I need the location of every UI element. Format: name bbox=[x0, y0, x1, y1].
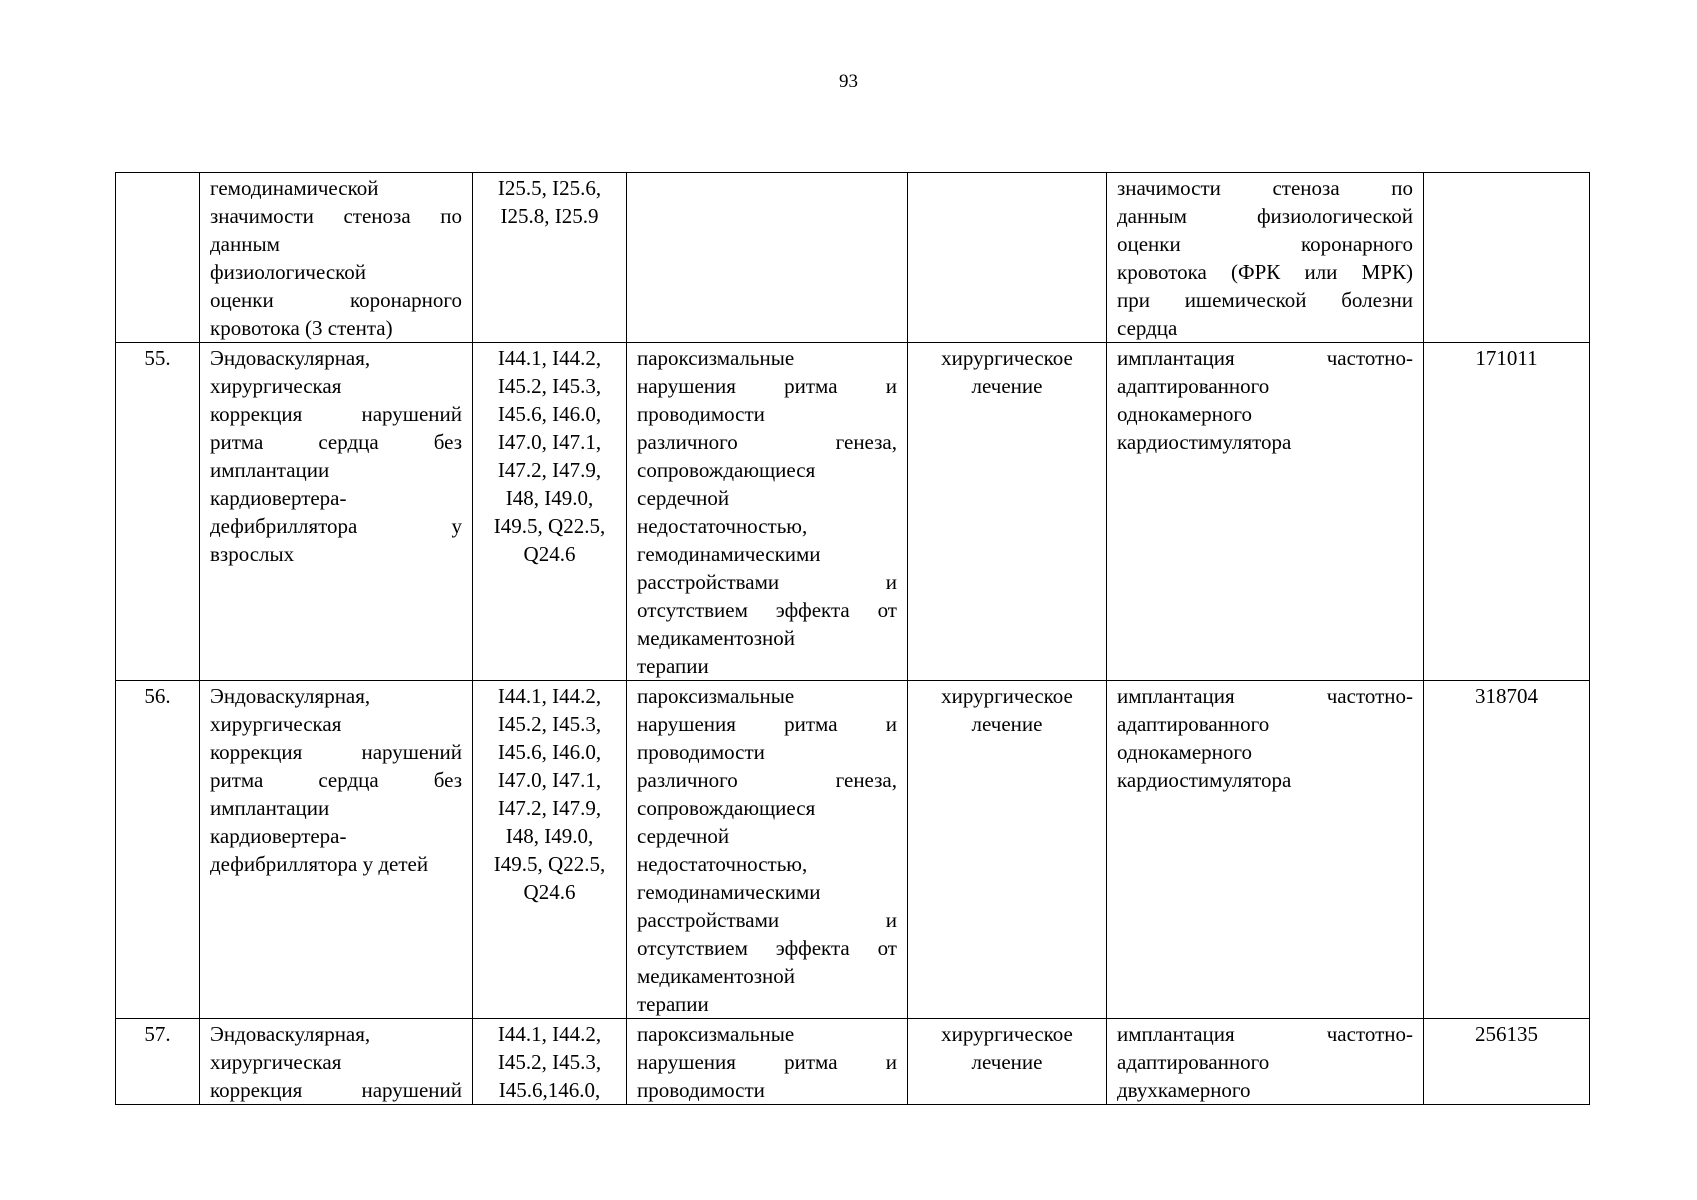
cell-line: медикаментозной bbox=[637, 626, 795, 650]
icd-codes-cell bbox=[473, 343, 627, 681]
word: ритма bbox=[784, 1050, 838, 1074]
cell-line: I44.1, I44.2, bbox=[497, 346, 602, 370]
cell-line: имплантации bbox=[210, 796, 330, 820]
cell-line: сердца bbox=[1117, 316, 1178, 340]
cell-line: терапии bbox=[637, 654, 709, 678]
row-number-cell bbox=[116, 173, 200, 343]
cell-line bbox=[1117, 230, 1413, 258]
cell-line bbox=[210, 286, 462, 314]
cell-line: кардиовертера- bbox=[210, 486, 347, 510]
word: МРК) bbox=[1361, 260, 1413, 284]
cell-line bbox=[637, 1048, 897, 1076]
care-type-cell bbox=[200, 343, 473, 681]
cell-line: I47.0, I47.1, bbox=[497, 768, 602, 792]
word: коронарного bbox=[1300, 232, 1413, 256]
treatment-method-cell bbox=[1107, 681, 1424, 1019]
cell-line: терапии bbox=[637, 992, 709, 1016]
cell-line: пароксизмальные bbox=[637, 346, 795, 370]
word: нарушения bbox=[637, 374, 736, 398]
word: значимости bbox=[1117, 176, 1221, 200]
cell-line bbox=[210, 512, 462, 540]
word: сердца bbox=[318, 768, 379, 792]
word: отсутствием bbox=[637, 598, 748, 622]
word: нарушения bbox=[637, 1050, 736, 1074]
cell-line: проводимости bbox=[637, 402, 765, 426]
cell-line: сердечной bbox=[637, 486, 730, 510]
cell-line bbox=[1117, 202, 1413, 230]
word: по bbox=[440, 204, 462, 228]
cell-line: I44.1, I44.2, bbox=[497, 1022, 602, 1046]
treatment-method-cell bbox=[1107, 1019, 1424, 1105]
word: без bbox=[433, 768, 462, 792]
cell-line: Q24.6 bbox=[523, 542, 576, 566]
word: и bbox=[885, 908, 897, 932]
cell-line: I48, I49.0, bbox=[505, 824, 594, 848]
table-row bbox=[116, 1019, 1590, 1105]
cell-line bbox=[1117, 258, 1413, 286]
cell-line bbox=[637, 428, 897, 456]
word: оценки bbox=[1117, 232, 1181, 256]
care-type-cell bbox=[200, 1019, 473, 1105]
cell-line: хирургическая bbox=[210, 712, 342, 736]
cell-line bbox=[1117, 682, 1413, 710]
cell-line: I45.2, I45.3, bbox=[497, 374, 602, 398]
cell-line: лечение bbox=[971, 374, 1043, 398]
cell-line: I47.2, I47.9, bbox=[497, 796, 602, 820]
word: у bbox=[451, 514, 462, 538]
cell-line: адаптированного bbox=[1117, 712, 1270, 736]
patient-model-cell bbox=[627, 681, 908, 1019]
cell-line bbox=[1117, 174, 1413, 202]
cell-line bbox=[637, 906, 897, 934]
cell-line: лечение bbox=[971, 712, 1043, 736]
word: по bbox=[1391, 176, 1413, 200]
word: эффекта bbox=[775, 598, 850, 622]
cell-line bbox=[637, 710, 897, 738]
cell-line bbox=[1117, 1020, 1413, 1048]
cell-line bbox=[1117, 344, 1413, 372]
cell-line: взрослых bbox=[210, 542, 295, 566]
word: нарушения bbox=[637, 712, 736, 736]
word: при bbox=[1117, 288, 1150, 312]
word: болезни bbox=[1341, 288, 1413, 312]
treatment-type-cell bbox=[908, 173, 1107, 343]
cell-line: адаптированного bbox=[1117, 1050, 1270, 1074]
word: от bbox=[877, 936, 897, 960]
cell-line bbox=[210, 202, 462, 230]
word: коррекция bbox=[210, 740, 303, 764]
table-body bbox=[116, 173, 1590, 1105]
treatment-method-cell bbox=[1107, 343, 1424, 681]
cell-line: I47.2, I47.9, bbox=[497, 458, 602, 482]
treatment-type-cell bbox=[908, 681, 1107, 1019]
cell-line bbox=[637, 766, 897, 794]
cell-line: медикаментозной bbox=[637, 964, 795, 988]
cell-line bbox=[637, 568, 897, 596]
word: генеза, bbox=[835, 430, 897, 454]
cell-line: I49.5, Q22.5, bbox=[493, 852, 606, 876]
word: различного bbox=[637, 430, 738, 454]
cell-line: Эндоваскулярная, bbox=[210, 684, 371, 708]
cell-line: гемодинамическими bbox=[637, 542, 821, 566]
cell-line bbox=[637, 596, 897, 624]
word: частотно- bbox=[1326, 346, 1413, 370]
cell-line bbox=[210, 428, 462, 456]
patient-model-cell bbox=[627, 343, 908, 681]
word: ритма bbox=[784, 712, 838, 736]
cell-line: кровотока (3 стента) bbox=[210, 316, 393, 340]
word: имплантация bbox=[1117, 684, 1235, 708]
word: различного bbox=[637, 768, 738, 792]
cell-line: I25.8, I25.9 bbox=[500, 204, 599, 228]
word: и bbox=[885, 374, 897, 398]
word: ритма bbox=[784, 374, 838, 398]
cell-line: кардиовертера- bbox=[210, 824, 347, 848]
table-row bbox=[116, 173, 1590, 343]
cost-cell bbox=[1424, 173, 1590, 343]
cell-line bbox=[1117, 286, 1413, 314]
cell-line bbox=[210, 400, 462, 428]
cell-line: дефибриллятора у детей bbox=[210, 852, 429, 876]
word: имплантация bbox=[1117, 1022, 1235, 1046]
cell-line: двухкамерного bbox=[1117, 1078, 1251, 1102]
word: нарушений bbox=[361, 1078, 462, 1102]
word: эффекта bbox=[775, 936, 850, 960]
cell-line: I48, I49.0, bbox=[505, 486, 594, 510]
table-row bbox=[116, 681, 1590, 1019]
word: или bbox=[1304, 260, 1338, 284]
cell-line: хирургическое bbox=[941, 346, 1073, 370]
word: кровотока bbox=[1117, 260, 1207, 284]
cell-line: I45.6, I46.0, bbox=[497, 740, 602, 764]
cell-line: Эндоваскулярная, bbox=[210, 1022, 371, 1046]
treatment-type-cell bbox=[908, 1019, 1107, 1105]
cell-line: проводимости bbox=[637, 1078, 765, 1102]
word: имплантация bbox=[1117, 346, 1235, 370]
cell-line: однокамерного bbox=[1117, 402, 1252, 426]
cell-line: физиологической bbox=[210, 260, 367, 284]
word: оценки bbox=[210, 288, 274, 312]
word: стеноза bbox=[343, 204, 411, 228]
cell-line: сопровождающиеся bbox=[637, 458, 816, 482]
cell-line: I45.2, I45.3, bbox=[497, 712, 602, 736]
cost-cell: 318704 bbox=[1424, 681, 1590, 1019]
cost-cell: 171011 bbox=[1424, 343, 1590, 681]
row-number-cell: 56. bbox=[116, 681, 200, 1019]
word: физиологической bbox=[1256, 204, 1413, 228]
treatment-method-cell bbox=[1107, 173, 1424, 343]
word: генеза, bbox=[835, 768, 897, 792]
cell-line: адаптированного bbox=[1117, 374, 1270, 398]
word: коррекция bbox=[210, 1078, 303, 1102]
cell-line: лечение bbox=[971, 1050, 1043, 1074]
word: значимости bbox=[210, 204, 314, 228]
cell-line: I25.5, I25.6, bbox=[497, 176, 602, 200]
word: ритма bbox=[210, 430, 264, 454]
cell-line: хирургическая bbox=[210, 374, 342, 398]
cost-cell: 256135 bbox=[1424, 1019, 1590, 1105]
word: нарушений bbox=[361, 402, 462, 426]
word: нарушений bbox=[361, 740, 462, 764]
treatment-type-cell bbox=[908, 343, 1107, 681]
cell-line: I45.6, I46.0, bbox=[497, 402, 602, 426]
cell-line: гемодинамической bbox=[210, 176, 379, 200]
patient-model-cell bbox=[627, 1019, 908, 1105]
cell-line: пароксизмальные bbox=[637, 684, 795, 708]
page-number: 93 bbox=[839, 71, 858, 92]
cell-line: I44.1, I44.2, bbox=[497, 684, 602, 708]
word: коронарного bbox=[349, 288, 462, 312]
word: и bbox=[885, 712, 897, 736]
cell-line bbox=[210, 1076, 462, 1104]
word: без bbox=[433, 430, 462, 454]
word: данным bbox=[1117, 204, 1187, 228]
word: и bbox=[885, 570, 897, 594]
word: стеноза bbox=[1272, 176, 1340, 200]
cell-line: недостаточностью, bbox=[637, 852, 808, 876]
word: сердца bbox=[318, 430, 379, 454]
medical-care-table bbox=[115, 172, 1590, 1105]
cell-line: пароксизмальные bbox=[637, 1022, 795, 1046]
cell-line: хирургическая bbox=[210, 1050, 342, 1074]
icd-codes-cell bbox=[473, 681, 627, 1019]
word: частотно- bbox=[1326, 1022, 1413, 1046]
word: ритма bbox=[210, 768, 264, 792]
cell-line: I47.0, I47.1, bbox=[497, 430, 602, 454]
cell-line bbox=[210, 766, 462, 794]
cell-line: хирургическое bbox=[941, 684, 1073, 708]
word: отсутствием bbox=[637, 936, 748, 960]
row-number-cell: 57. bbox=[116, 1019, 200, 1105]
cell-line: I45.6,146.0, bbox=[498, 1078, 601, 1102]
cell-line: однокамерного bbox=[1117, 740, 1252, 764]
cell-line: хирургическое bbox=[941, 1022, 1073, 1046]
cell-line bbox=[637, 372, 897, 400]
cell-line: кардиостимулятора bbox=[1117, 768, 1292, 792]
row-number-cell: 55. bbox=[116, 343, 200, 681]
cell-line bbox=[210, 738, 462, 766]
icd-codes-cell bbox=[473, 173, 627, 343]
cell-line: Эндоваскулярная, bbox=[210, 346, 371, 370]
word: от bbox=[877, 598, 897, 622]
cell-line bbox=[637, 934, 897, 962]
word: расстройствами bbox=[637, 570, 780, 594]
care-type-cell bbox=[200, 681, 473, 1019]
table-row bbox=[116, 343, 1590, 681]
cell-line: имплантации bbox=[210, 458, 330, 482]
cell-line: I49.5, Q22.5, bbox=[493, 514, 606, 538]
word: ишемической bbox=[1184, 288, 1307, 312]
cell-line: сопровождающиеся bbox=[637, 796, 816, 820]
cell-line: Q24.6 bbox=[523, 880, 576, 904]
cell-line: недостаточностью, bbox=[637, 514, 808, 538]
cell-line: I45.2, I45.3, bbox=[497, 1050, 602, 1074]
cell-line: проводимости bbox=[637, 740, 765, 764]
cell-line: сердечной bbox=[637, 824, 730, 848]
word: частотно- bbox=[1326, 684, 1413, 708]
word: коррекция bbox=[210, 402, 303, 426]
care-type-cell bbox=[200, 173, 473, 343]
cell-line: гемодинамическими bbox=[637, 880, 821, 904]
icd-codes-cell bbox=[473, 1019, 627, 1105]
word: расстройствами bbox=[637, 908, 780, 932]
word: дефибриллятора bbox=[210, 514, 358, 538]
word: и bbox=[885, 1050, 897, 1074]
cell-line: кардиостимулятора bbox=[1117, 430, 1292, 454]
cell-line: данным bbox=[210, 232, 280, 256]
word: (ФРК bbox=[1231, 260, 1281, 284]
patient-model-cell bbox=[627, 173, 908, 343]
